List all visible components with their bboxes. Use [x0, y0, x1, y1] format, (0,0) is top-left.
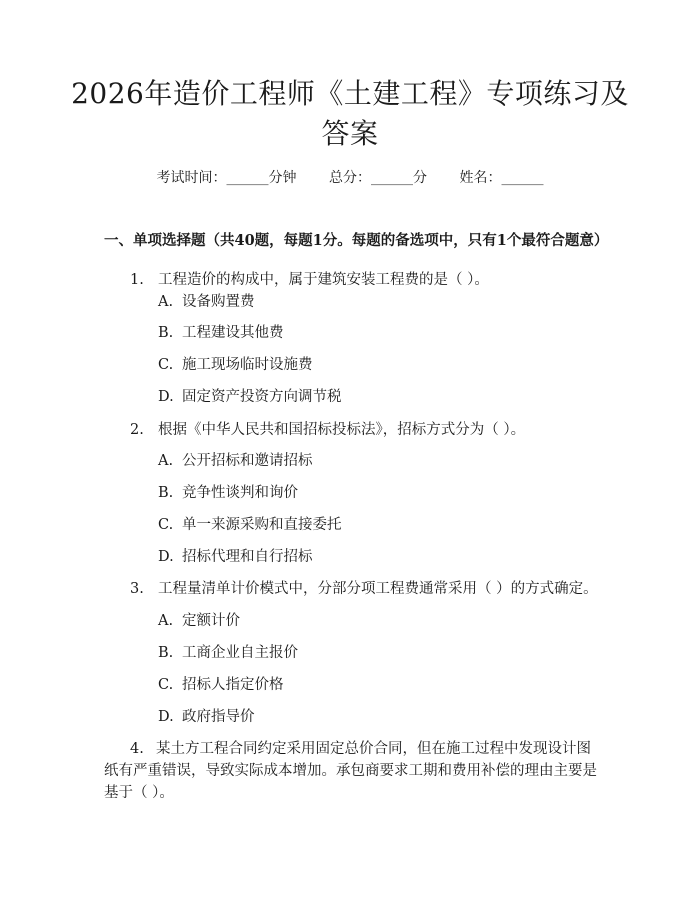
option-text: 施工现场临时设施费 — [182, 357, 313, 373]
option-text: 公开招标和邀请招标 — [182, 453, 313, 469]
question-2 — [130, 419, 525, 441]
option-text: 工程建设其他费 — [182, 325, 284, 341]
option-text: 单一来源采购和直接委托 — [182, 517, 342, 533]
option-text: 工商企业自主报价 — [182, 645, 298, 661]
question-2-option-d — [158, 546, 313, 568]
exam-info-line — [0, 167, 700, 189]
question-number: 3. — [130, 581, 144, 597]
option-text: 竞争性谈判和询价 — [182, 485, 298, 501]
question-1 — [130, 269, 489, 291]
option-letter: C. — [158, 357, 174, 373]
question-number: 4. — [130, 741, 144, 757]
question-3-option-c — [158, 674, 284, 696]
exam-time-field: 考试时间：______分钟 — [156, 170, 297, 186]
option-letter: D. — [158, 709, 174, 725]
option-letter: A. — [158, 294, 174, 310]
option-letter: C. — [158, 677, 174, 693]
question-text: 根据《中华人民共和国招标投标法》，招标方式分为（ ）。 — [158, 422, 526, 438]
total-score-field: 总分：______分 — [329, 170, 427, 186]
option-letter: B. — [158, 645, 174, 661]
question-3-option-b — [158, 642, 298, 664]
question-text: 某土方工程合同约定采用固定总价合同，但在施工过程中发现设计图纸有严重错误，导致实际成本增加。承包商要求工期和费用补偿的理由主要是基于（ ）。 — [104, 741, 597, 801]
question-3-option-d — [158, 706, 255, 728]
option-text: 招标代理和自行招标 — [182, 549, 313, 565]
section-heading: 一、单项选择题（共40题，每题1分。每题的备选项中，只有1个最符合题意） — [104, 232, 609, 249]
question-2-option-b — [158, 482, 298, 504]
name-field: 姓名：______ — [459, 170, 544, 186]
question-number: 2. — [130, 422, 144, 438]
question-text: 工程量清单计价模式中，分部分项工程费通常采用（ ）的方式确定。 — [158, 581, 598, 597]
option-text: 政府指导价 — [182, 709, 255, 725]
question-2-option-a — [158, 450, 313, 472]
option-letter: D. — [158, 549, 174, 565]
question-2-option-c — [158, 514, 342, 536]
option-letter: B. — [158, 485, 174, 501]
question-1-option-d — [158, 386, 342, 408]
option-letter: C. — [158, 517, 174, 533]
option-letter: D. — [158, 389, 174, 405]
option-text: 招标人指定价格 — [182, 677, 284, 693]
question-1-option-b — [158, 322, 284, 344]
question-text: 工程造价的构成中，属于建筑安装工程费的是（ ）。 — [158, 272, 489, 288]
question-3-option-a — [158, 610, 240, 632]
question-1-option-a — [158, 291, 255, 313]
question-1-option-c — [158, 354, 313, 376]
question-3 — [130, 578, 598, 600]
question-4 — [104, 738, 600, 804]
option-text: 固定资产投资方向调节税 — [182, 389, 342, 405]
document-title: 2026年造价工程师《土建工程》专项练习及答案 — [71, 77, 629, 150]
option-letter: A. — [158, 453, 174, 469]
option-text: 设备购置费 — [182, 294, 255, 310]
option-letter: A. — [158, 613, 174, 629]
question-number: 1. — [130, 272, 144, 288]
option-letter: B. — [158, 325, 174, 341]
option-text: 定额计价 — [182, 613, 240, 629]
